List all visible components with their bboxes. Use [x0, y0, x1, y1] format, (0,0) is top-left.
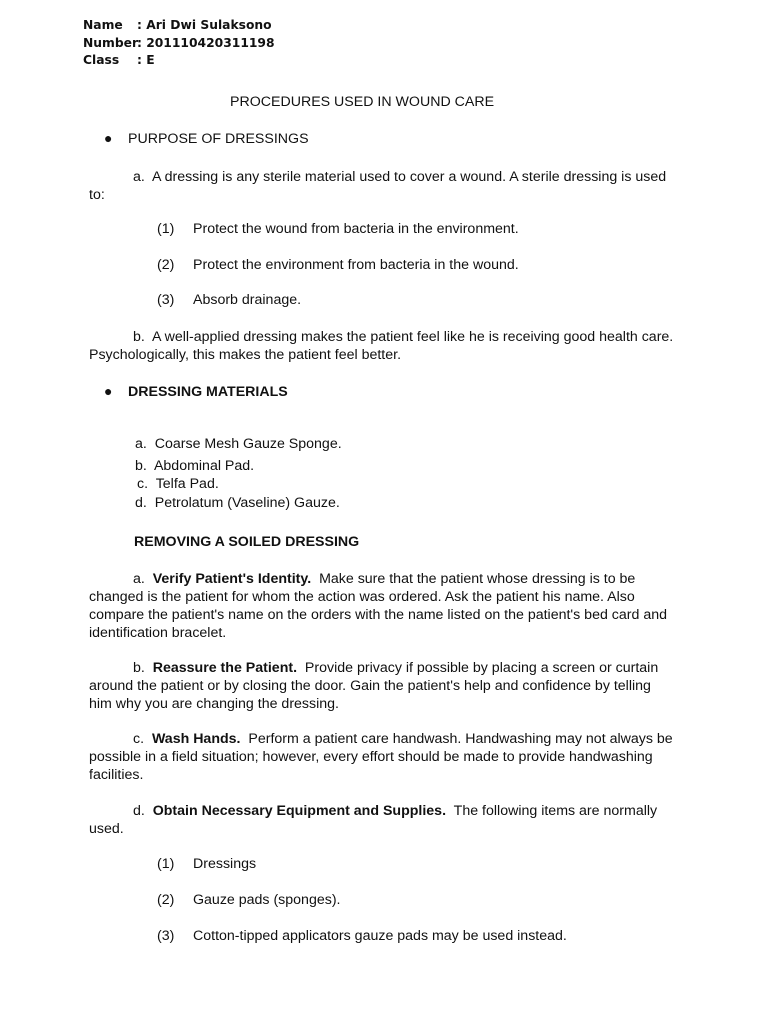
supply-2-num: (2)	[157, 892, 175, 908]
supply-2-text: Gauze pads (sponges).	[193, 892, 341, 908]
number-value: : 201110420311198	[137, 36, 275, 50]
step-d-title: Obtain Necessary Equipment and Supplies.	[152, 803, 447, 819]
removing-heading: REMOVING A SOILED DRESSING	[134, 534, 360, 550]
step-b-title: Reassure the Patient.	[152, 660, 298, 676]
document-title: PROCEDURES USED IN WOUND CARE	[230, 94, 495, 110]
material-c-text: Telfa Pad.	[155, 476, 219, 492]
header-name-line	[83, 18, 272, 33]
supply-1-num: (1)	[157, 856, 175, 872]
material-item-d	[135, 495, 340, 512]
header-class-line	[83, 53, 155, 68]
purpose-item-3-num: (3)	[157, 292, 175, 308]
step-c-text: Perform a patient care handwash. Handwashing may not always be possible in a field situation; however, every effort should be made to provide handwashing facilities.	[89, 731, 673, 783]
material-a-marker: a.	[135, 436, 147, 452]
step-d-text: The following items are normally used.	[89, 803, 658, 837]
purpose-heading: PURPOSE OF DRESSINGS	[128, 131, 309, 147]
material-b-text: Abdominal Pad.	[153, 458, 255, 474]
supply-3-num: (3)	[157, 928, 175, 944]
purpose-b-marker: b.	[133, 329, 145, 345]
purpose-item-3	[157, 292, 301, 309]
purpose-item-1-text: Protect the wound from bacteria in the environment.	[193, 221, 519, 237]
supply-3-text: Cotton-tipped applicators gauze pads may be used instead.	[193, 928, 567, 944]
bullet-icon: ●	[104, 130, 113, 146]
step-c-marker: c.	[133, 731, 145, 747]
material-d-text: Petrolatum (Vaseline) Gauze.	[154, 495, 340, 511]
materials-heading: DRESSING MATERIALS	[128, 384, 288, 400]
purpose-b-text: A well-applied dressing makes the patient feel like he is receiving good health care. Psychologically, this makes the patient feel better.	[89, 329, 674, 363]
number-label: Number	[83, 36, 139, 50]
purpose-item-2-num: (2)	[157, 257, 175, 273]
material-b-marker: b.	[135, 458, 147, 474]
purpose-item-1	[157, 221, 519, 238]
purpose-item-2-text: Protect the environment from bacteria in the wound.	[193, 257, 519, 273]
step-a-marker: a.	[133, 571, 145, 587]
removing-step-c	[89, 730, 677, 784]
step-a-text: Make sure that the patient whose dressing is to be changed is the patient for whom the action was ordered. Ask the patient his name. Also compare the patient's name on the orders with the name listed on the patient's bed card and identification bracelet.	[89, 571, 668, 641]
purpose-item-2	[157, 257, 519, 274]
step-c-title: Wash Hands.	[151, 731, 241, 747]
purpose-paragraph-b	[89, 328, 677, 364]
name-value: : Ari Dwi Sulaksono	[137, 18, 272, 32]
header-number-line	[83, 36, 275, 51]
material-a-text: Coarse Mesh Gauze Sponge.	[154, 436, 342, 452]
material-item-b	[135, 458, 254, 475]
purpose-paragraph-a	[89, 168, 677, 204]
removing-step-b	[89, 659, 677, 713]
material-item-a	[135, 436, 342, 453]
supply-1-text: Dressings	[193, 856, 257, 872]
step-b-text: Provide privacy if possible by placing a screen or curtain around the patient or by closing the door. Gain the patient's help and confidence by telling him why you are changing the dressing.	[89, 660, 659, 712]
purpose-a-text: A dressing is any sterile material used to cover a wound. A sterile dressing is used to:	[89, 169, 667, 203]
purpose-a-marker: a.	[133, 169, 145, 185]
supply-item-2	[157, 892, 340, 909]
material-item-c	[137, 476, 219, 493]
removing-step-a	[89, 570, 677, 642]
purpose-item-1-num: (1)	[157, 221, 175, 237]
class-value: : E	[137, 53, 155, 67]
supply-item-1	[157, 856, 256, 873]
step-a-title: Verify Patient's Identity.	[152, 571, 312, 587]
class-label: Class	[83, 53, 120, 67]
name-label: Name	[83, 18, 123, 32]
purpose-item-3-text: Absorb drainage.	[193, 292, 302, 308]
material-c-marker: c.	[137, 476, 149, 492]
step-b-marker: b.	[133, 660, 145, 676]
step-d-marker: d.	[133, 803, 145, 819]
removing-step-d	[89, 802, 677, 838]
material-d-marker: d.	[135, 495, 147, 511]
supply-item-3	[157, 928, 567, 945]
bullet-icon: ●	[104, 383, 113, 399]
